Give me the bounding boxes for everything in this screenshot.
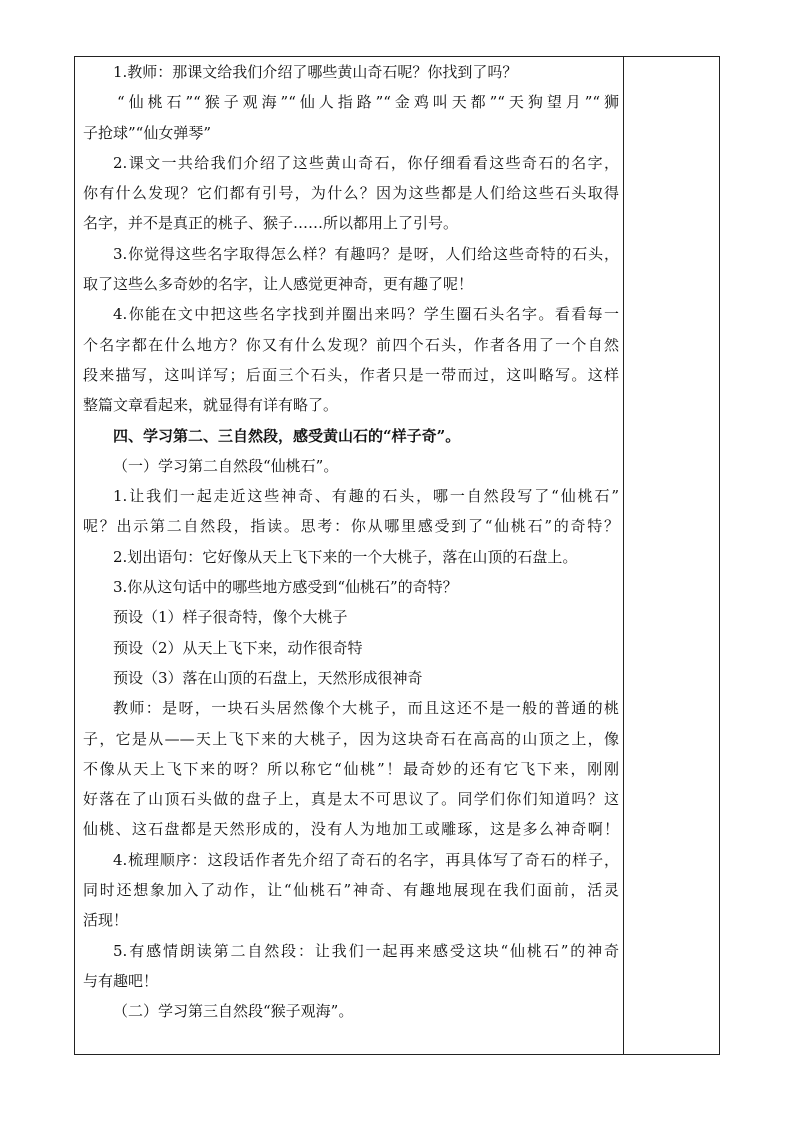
text-line: 3.你从这句话中的哪些地方感受到“仙桃石”的奇特？ [113,578,458,597]
text-line: 不像从天上飞下来的呀？所以称它“仙桃”！最奇妙的还有它飞下来，刚刚 [83,759,619,778]
text-line: 子，它是从——天上飞下来的大桃子，因为这块奇石在高高的山顶之上，像 [83,729,619,748]
text-line: 2.划出语句：它好像从天上飞下来的一个大桃子，落在山顶的石盘上。 [113,547,578,566]
text-line: 活现！ [83,911,129,930]
text-line: 1.让我们一起走近这些神奇、有趣的石头，哪一自然段写了“仙桃石” [113,487,619,506]
text-line: 5.有感情朗读第二自然段：让我们一起再来感受这块“仙桃石”的神奇 [113,941,619,960]
text-line: 取了这些么多奇妙的名字，让人感觉更神奇，更有趣了呢！ [83,275,474,294]
text-line: 教师：是呀，一块石头居然像个大桃子，而且这还不是一般的普通的桃 [113,699,619,718]
lesson-plan-table [74,56,720,1055]
text-line: （一）学习第二自然段“仙桃石”。 [113,456,339,475]
text-line: 4.梳理顺序：这段话作者先介绍了奇石的名字，再具体写了奇石的样子， [113,850,619,869]
text-line: 段来描写，这叫详写；后面三个石头，作者只是一带而过，这叫略写。这样 [83,365,619,384]
text-line: 个名字都在什么地方？你又有什么发现？前四个石头，作者各用了一个自然 [83,335,619,354]
text-line: 四、学习第二、三自然段，感受黄山石的“样子奇”。 [113,426,461,445]
text-line: 你有什么发现？它们都有引号，为什么？因为这些都是人们给这些石头取得 [83,184,619,203]
notes-cell [624,57,719,1054]
text-line: 好落在了山顶石头做的盘子上，真是太不可思议了。同学们你们知道吗？这 [83,790,619,809]
text-line: （二）学习第三自然段“猴子观海”。 [113,1002,354,1021]
lesson-content-cell [83,57,619,1027]
text-line: 1.教师：那课文给我们介绍了哪些黄山奇石呢？你找到了吗？ [113,63,518,81]
text-line: 仙桃、这石盘都是天然形成的，没有人为地加工或雕琢，这是多么神奇啊！ [83,820,619,839]
text-line: 2.课文一共给我们介绍了这些黄山奇石，你仔细看看这些奇石的名字， [113,153,619,172]
text-line: 与有趣吧！ [83,971,159,990]
text-line: 4.你能在文中把这些名字找到并圈出来吗？学生圈石头名字。看看每一 [113,305,619,324]
text-line: 预设（2）从天上飞下来，动作很奇特 [113,638,363,657]
text-line: 同时还想象加入了动作，让“仙桃石”神奇、有趣地展现在我们面前，活灵 [83,881,619,900]
text-line: 名字，并不是真正的桃子、猴子……所以都用上了引号。 [83,214,459,233]
text-line: 整篇文章看起来，就显得有详有略了。 [83,396,339,415]
text-line: “仙桃石”“猴子观海”“仙人指路”“金鸡叫天都”“天狗望月”“狮 [117,93,619,112]
text-line: 子抢球”“仙女弹琴” [83,123,212,142]
text-line: 3.你觉得这些名字取得怎么样？有趣吗？是呀，人们给这些奇特的石头， [113,244,619,263]
text-line: 预设（1）样子很奇特，像个大桃子 [113,608,348,627]
text-line: 呢？出示第二自然段，指读。思考：你从哪里感受到了“仙桃石”的奇特？ [83,517,619,536]
text-line: 预设（3）落在山顶的石盘上，天然形成很神奇 [113,668,423,687]
